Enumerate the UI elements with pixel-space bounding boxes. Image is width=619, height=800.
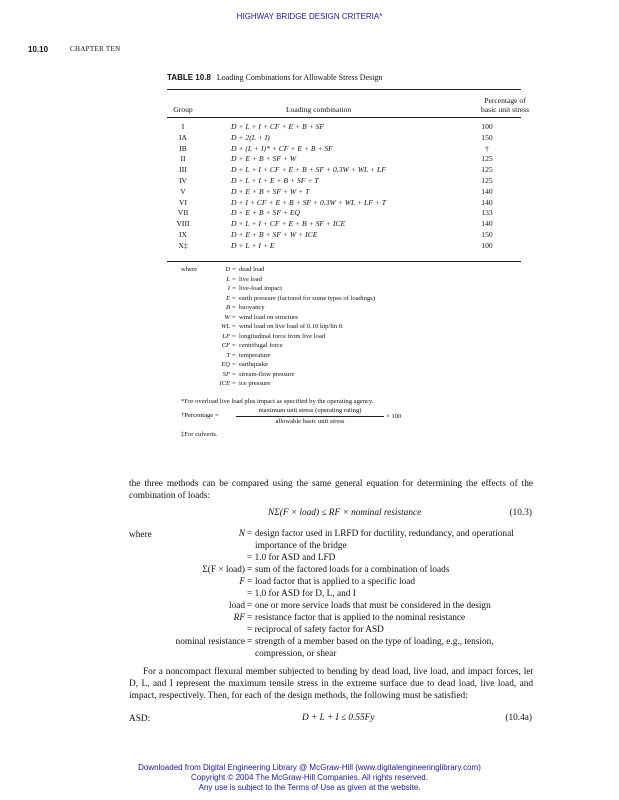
table-row [167,198,521,208]
definition-symbol: RF [233,613,245,623]
row-combination: D + 2(L + I) [231,132,270,142]
row-group: I [181,122,185,131]
equals-sign: = [232,342,236,349]
equals-sign: = [232,275,236,283]
definition-symbol: nominal resistance [175,637,245,647]
asd-label: ASD: [129,714,151,724]
note-percentage-numerator: maximum unit stress (operating rating) [258,407,362,414]
footer-terms-line: Any use is subject to the Terms of Use as given at the website. [198,783,421,792]
where-symbol: E [225,294,230,302]
note-percentage-multiplier: × 100 [386,413,402,420]
where-symbol: W [224,313,230,321]
equals-sign: = [232,294,236,302]
chapter-title: CHAPTER TEN [70,45,121,53]
where-symbol: EQ [221,361,230,368]
col-header-percent: Percentage of basic unit stress [480,96,530,114]
equals-sign: = [232,351,236,359]
definition-text: resistance factor that is applied to the nominal resistance [255,613,466,623]
paragraph-intro: the three methods can be compared using the same general equation for determining the effects of the combination of loads: [129,479,533,502]
where-symbol: T [226,351,230,359]
where-symbol: L [226,275,230,283]
where-symbol: CF [221,342,230,349]
where-definition: temperature [239,351,271,359]
where-symbol: WL [220,323,230,330]
table-label: TABLE 10.8 [167,73,211,82]
row-combination: D + L + I + CF + E + B + SF + 0.3W + WL + LF [231,165,386,175]
definition-text: design factor used in LRFD for ductility, redundancy, and operational [255,529,514,539]
row-combination: D + I + CF + E + B + SF + 0.3W + WL + LF + T [231,197,387,207]
where-definition: centrifugal force [239,342,283,349]
where-symbol: SF [222,370,230,378]
definition-symbol: F [239,577,245,587]
note-fraction-bar [236,416,384,417]
equals-sign: = [247,529,253,539]
table-row [167,133,521,143]
table-where-label: where [181,266,198,273]
row-combination: D + E + B + SF + W + ICE [231,230,318,239]
paragraph-noncompact: For a noncompact flexural member subjected to bending by dead load, live load, and impact forces, let D, L, and I represent the maximum tensile stress in the extreme surface due to dead load, live load, and impact, respectively. Then, for each of the design methods, the following must be satisfied: [129,667,533,702]
where-symbol: ICE [219,380,230,387]
definition-text: load factor that is applied to a specific load [255,577,416,587]
row-group: V [180,186,186,196]
row-percentage: 100 [481,240,493,250]
row-percentage: 125 [481,165,493,175]
definition-text: = 1.0 for ASD for D, L, and I [247,589,356,599]
row-percentage: 100 [481,122,493,131]
table-top-rule [167,89,521,90]
definition-text: = reciprocal of safety factor for ASD [247,625,384,635]
row-percentage: 133 [481,208,493,218]
equals-sign: = [247,601,253,611]
definitions-where-label: where [129,530,152,540]
row-group: IX [178,230,187,239]
col-header-group: Group [173,105,193,114]
definition-symbol: N [238,529,245,539]
where-definition: wind load on structure [239,313,299,321]
where-definition: earth pressure (factored for some types of loadings) [239,294,376,302]
equation-10-4a: D + L + I ≤ 0.55Fy [302,713,375,723]
equals-sign: = [232,304,236,311]
row-combination: D + L + I + E [231,240,275,250]
where-definition: wind load on live load of 0.10 kip/lin ft [239,323,343,330]
equals-sign: = [232,285,236,292]
footer-download-line: Downloaded from Digital Engineering Library @ McGraw-Hill (www.digitalengineeringlibrary.com) [138,763,481,772]
row-combination: D + E + B + SF + W [231,154,297,164]
row-group: IV [178,176,187,185]
where-definition: ice pressure [239,380,271,387]
row-group: IB [179,143,187,153]
row-percentage: 125 [481,154,493,164]
row-group: IA [178,132,187,142]
table-row [167,144,521,154]
row-group: X‡ [178,240,188,250]
where-definition: dead load [239,266,265,273]
equals-sign: = [232,313,236,321]
where-symbol: B [225,304,230,311]
equals-sign: = [247,565,253,575]
equals-sign: = [232,266,236,273]
table-row [167,154,521,164]
table-row [167,122,521,132]
equals-sign: = [247,637,253,647]
page-number: 10.10 [28,45,49,54]
row-group: VII [177,208,189,218]
definition-text: compression, or shear [255,649,337,659]
table-caption [167,73,382,82]
where-definition: buoyancy [239,304,265,311]
table-row [167,219,521,229]
definition-text: sum of the factored loads for a combination of loads [255,565,450,575]
where-definition: longitudinal force from live load [239,332,326,340]
row-combination: D + L + I + CF + E + B + SF [231,122,325,131]
row-percentage: 150 [481,230,493,239]
row-group: VIII [176,219,190,229]
equation-10-3: NΣ(F × load) ≤ RF × nominal resistance [268,508,422,518]
equals-sign: = [247,577,253,587]
row-percentage: † [485,143,489,153]
row-percentage: 140 [481,197,493,207]
definition-text: importance of the bridge [255,541,347,551]
definition-text: = 1.0 for ASD and LFD [247,553,336,563]
where-symbol: LF [222,332,230,340]
row-percentage: 125 [481,176,493,185]
definition-text: strength of a member based on the type of loading, e.g., tension, [255,637,494,647]
row-group: III [179,165,187,175]
table-title: Loading Combinations for Allowable Stress Design [216,73,383,82]
row-combination: D + E + B + SF + W + T [231,186,310,196]
row-group: VI [178,197,187,207]
definition-symbol: Σ(F × load) [202,565,245,575]
row-group: II [180,154,186,164]
note-culverts: ‡For culverts. [181,431,218,438]
row-percentage: 140 [481,219,493,229]
where-definition: stream-flow pressure [239,370,295,378]
row-percentage: 150 [481,132,493,142]
note-overload: *For overload live load plus impact as specified by the operating agency. [181,398,374,405]
definition-symbol: load [228,601,245,611]
where-symbol: I [227,285,230,292]
row-percentage: 140 [481,186,493,196]
equation-10-3-number: (10.3) [509,508,532,518]
where-definition: earthquake [239,361,268,368]
table-row [167,241,521,251]
table-row [167,165,521,175]
equals-sign: = [232,323,236,330]
note-percentage-denominator: allowable basic unit stress [275,418,345,425]
table-row [167,230,521,240]
table-row [167,187,521,197]
equals-sign: = [247,613,253,623]
row-combination: D + (L + I)* + CF + E + B + SF [231,143,333,153]
where-definition: live-load impact [239,285,283,292]
note-percentage-label: †Percentage = [181,412,219,419]
definition-text: one or more service loads that must be considered in the design [255,601,491,611]
table-row [167,208,521,218]
footer-copyright-line: Copyright © 2004 The McGraw-Hill Companies. All rights reserved. [191,773,428,782]
page-header: HIGHWAY BRIDGE DESIGN CRITERIA* [236,12,383,21]
table-bottom-rule [167,261,521,262]
equals-sign: = [232,380,236,387]
row-combination: D + L + I + CF + E + B + SF + ICE [231,219,346,229]
equals-sign: = [232,332,236,340]
row-combination: D + E + B + SF + EQ [231,208,301,218]
equals-sign: = [232,361,236,368]
equation-10-4a-number: (10.4a) [505,713,532,723]
table-row [167,176,521,186]
where-definition: live load [239,275,262,283]
where-symbol: D [225,266,230,273]
equals-sign: = [232,370,236,378]
col-header-combination: Loading combination [286,105,352,114]
row-combination: D + L + I + E + B + SF + T [231,176,319,185]
table-header-rule [167,117,521,118]
